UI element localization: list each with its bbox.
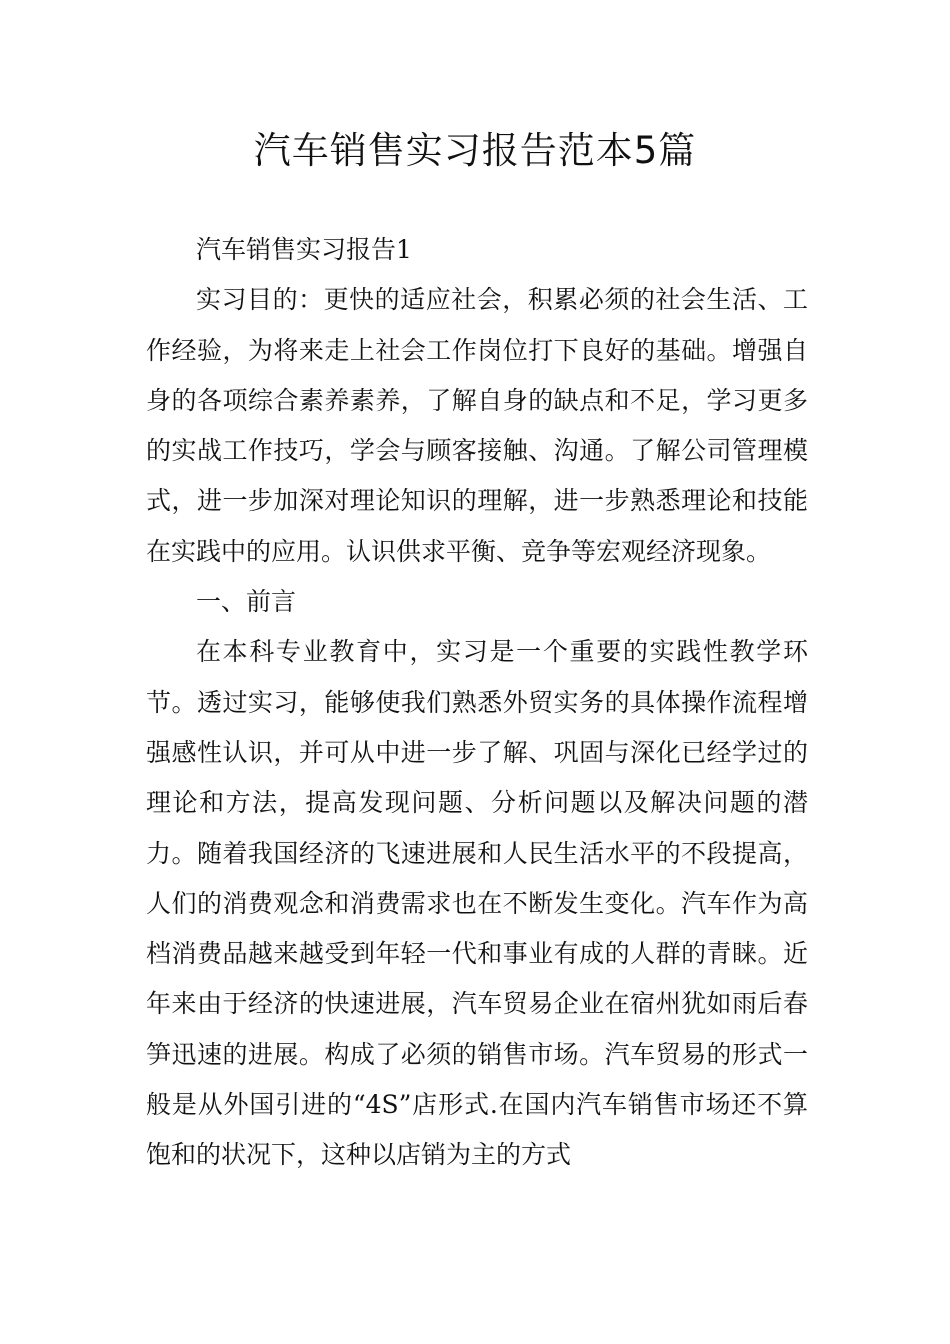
document-title: 汽车销售实习报告范本5篇	[253, 129, 697, 172]
paragraph-preface-body: 在本科专业教育中，实习是一个重要的实践性教学环节。透过实习，能够使我们熟悉外贸实务的具体操作流程增强感性认识，并可从中进一步了解、巩固与深化已经学过的理论和方法，提高发现问题、分析问题以及解决问题的潜力。随着我国经济的飞速进展和人民生活水平的不段提高，人们的消费观念和消费需求也在不断发生变化。汽车作为高档消费品越来越受到年轻一代和事业有成的人群的青睐。近年来由于经济的快速进展，汽车贸易企业在宿州犹如雨后春笋迅速的进展。构成了必须的销售市场。汽车贸易的形式一般是从外国引进的“4S”店形式.在国内汽车销售市场还不算饱和的状况下，这种以店销为主的方式	[146, 637, 808, 1170]
paragraph-internship-purpose: 实习目的：更快的适应社会，积累必须的社会生活、工作经验，为将来走上社会工作岗位打下良好的基础。增强自身的各项综合素养素养，了解自身的缺点和不足，学习更多的实战工作技巧，学会与顾客接触、沟通。了解公司管理模式，进一步加深对理论知识的理解，进一步熟悉理论和技能在实践中的应用。认识供求平衡、竞争等宏观经济现象。	[146, 285, 808, 566]
document-body	[146, 225, 808, 1181]
section-heading-preface: 一、前言	[196, 587, 297, 617]
section-heading-report-1: 汽车销售实习报告1	[196, 235, 412, 264]
